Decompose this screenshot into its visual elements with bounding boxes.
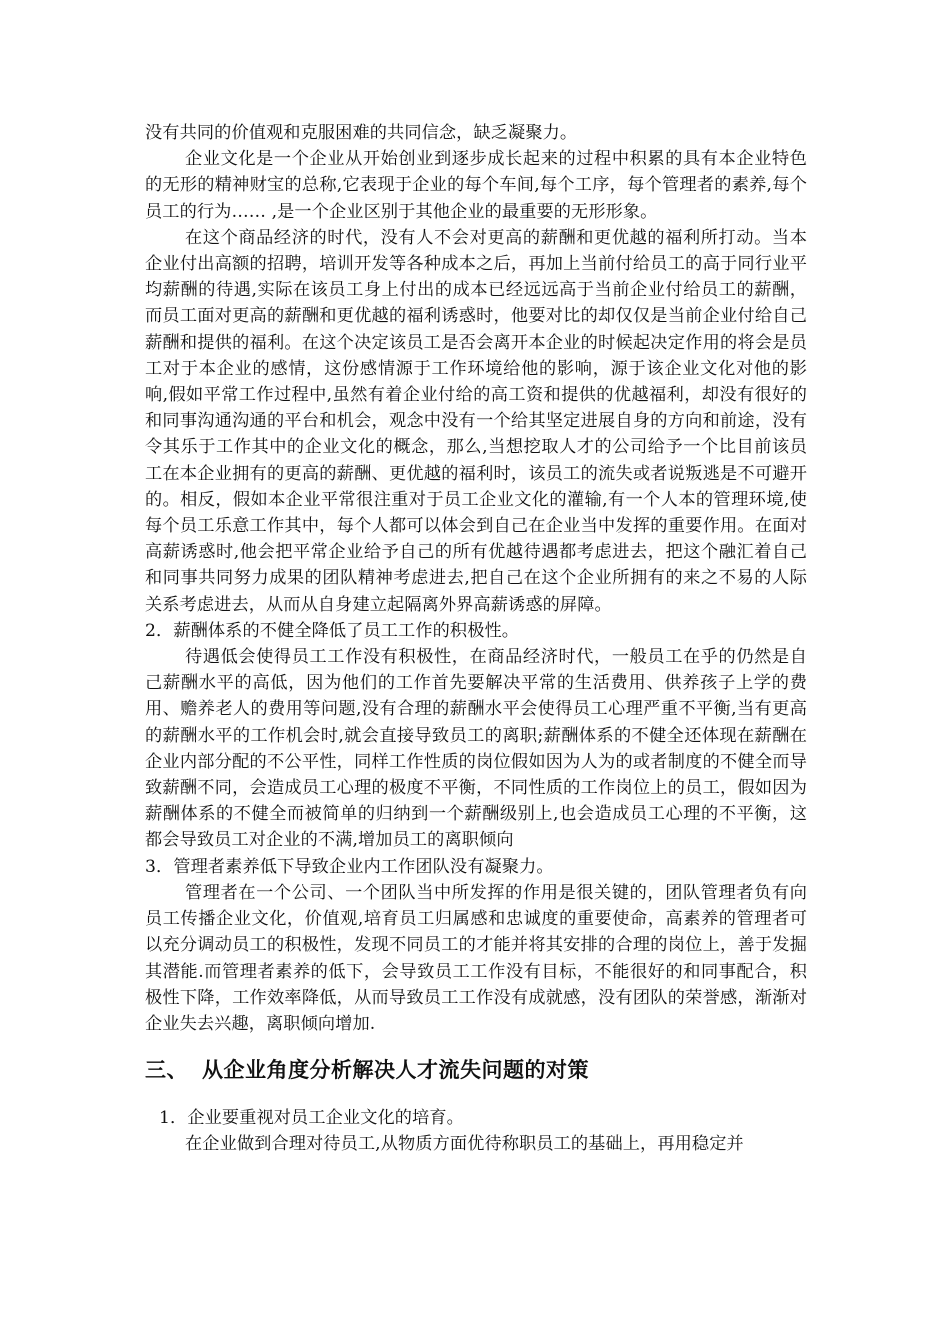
item-3-title: 3．管理者素养低下导致企业内工作团队没有凝聚力。	[145, 856, 554, 877]
item-2-title: 2．薪酬体系的不健全降低了员工工作的积极性。	[145, 620, 520, 641]
section-3-heading	[145, 1055, 807, 1085]
document-page	[145, 120, 807, 1158]
paragraph-cohesion-end: 没有共同的价值观和克服困难的共同信念，缺乏凝聚力。	[145, 123, 578, 143]
item-3-body: 管理者在一个公司、一个团队当中所发挥的作用是很关键的，团队管理者负有向员工传播企业文化，价值观,培育员工归属感和忠诚度的重要使命，高素养的管理者可以充分调动员工的积极性，发现不同员工的才能并将其安排的合理的岗位上，善于发掘其潜能.而管理者素养的低下，会导致员工工作没有目标，不能很好的和同事配合，积极性下降，工作效率降低，从而导致员工工作没有成就感，没有团队的荣誉感，渐渐对企业失去兴趣，离职倾向增加.	[145, 882, 807, 1034]
paragraph-commodity-economy: 在这个商品经济的时代，没有人不会对更高的薪酬和更优越的福利所打动。当本企业付出高额的招聘，培训开发等各种成本之后，再加上当前付给员工的高于同行业平均薪酬的待遇,实际在该员工身上付出的成本已经远远高于当前企业付给员工的薪酬，而员工面对更高的薪酬和更优越的福利诱惑时，他要对比的却仅仅是当前企业付给自己薪酬和提供的福利。在这个决定该员工是否会离开本企业的时候起决定作用的将会是员工对于本企业的感情，这份感情源于工作环境给他的影响，源于该企业文化对他的影响,假如平常工作过程中,虽然有着企业付给的高工资和提供的优越福利，却没有很好的和同事沟通沟通的平台和机会，观念中没有一个给其坚定进展自身的方向和前途，没有令其乐于工作其中的企业文化的概念，那么,当想挖取人才的公司给予一个比目前该员工在本企业拥有的更高的薪酬、更优越的福利时，该员工的流失或者说叛逃是不可避开的。相反，假如本企业平常很注重对于员工企业文化的灌输,有一个人本的管理环境,使每个员工乐意工作其中，每个人都可以体会到自己在企业当中发挥的重要作用。在面对高薪诱惑时,他会把平常企业给予自己的所有优越待遇都考虑进去，把这个融汇着自己和同事共同努力成果的团队精神考虑进去,把自己在这个企业所拥有的来之不易的人际关系考虑进去，从而从自身建立起隔离外界高薪诱惑的屏障。	[145, 227, 807, 615]
sub-item-1-body: 在企业做到合理对待员工,从物质方面优待称职员工的基础上，再用稳定并	[185, 1134, 744, 1155]
section-3-title: 从企业角度分析解决人才流失问题的对策	[202, 1057, 589, 1083]
paragraph-corporate-culture-definition: 企业文化是一个企业从开始创业到逐步成长起来的过程中积累的具有本企业特色的无形的精神财宝的总称,它表现于企业的每个车间,每个工序，每个管理者的素养,每个员工的行为…… ,是一个企业区别于其他企业的最重要的无形形象。	[145, 149, 807, 222]
section-3-number: 三、	[145, 1057, 188, 1083]
item-2-body: 待遇低会使得员工工作没有积极性，在商品经济时代，一般员工在乎的仍然是自己薪酬水平的高低，因为他们的工作首先要解决平常的生活费用、供养孩子上学的费用、赡养老人的费用等问题,没有合理的薪酬水平会使得员工心理严重不平衡,当有更高的薪酬水平的工作机会时,就会直接导致员工的离职;薪酬体系的不健全还体现在薪酬在企业内部分配的不公平性，同样工作性质的岗位假如因为人为的或者制度的不健全而导致薪酬不同，会造成员工心理的极度不平衡，不同性质的工作岗位上的员工，假如因为薪酬体系的不健全而被简单的归纳到一个薪酬级别上,也会造成员工心理的不平衡，这都会导致员工对企业的不满,增加员工的离职倾向	[145, 647, 807, 851]
sub-item-1-title: 1．企业要重视对员工企业文化的培育。	[159, 1108, 464, 1129]
